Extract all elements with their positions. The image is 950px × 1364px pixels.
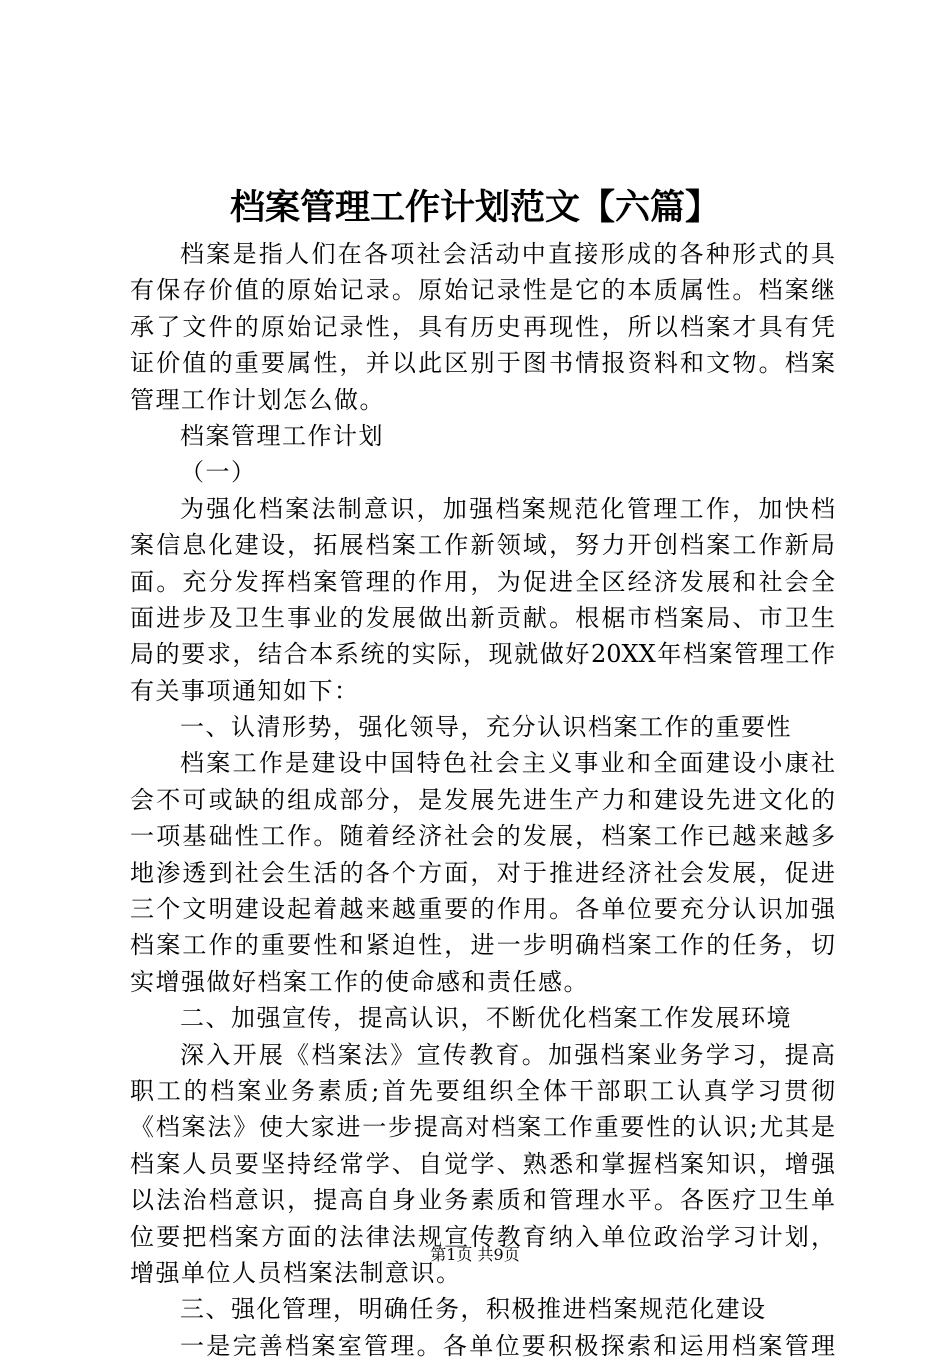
- body-line: 有关事项通知如下：: [130, 676, 360, 705]
- body-line: 《档案法》使大家进一步提高对档案工作重要性的认识;尤其是: [130, 1113, 835, 1142]
- body-line: 档案人员要坚持经常学、自觉学、熟悉和掌握档案知识，增强: [130, 1149, 835, 1178]
- section-heading: 二、加强宣传，提高认识，不断优化档案工作发展环境: [180, 1004, 792, 1033]
- body-line: 实增强做好档案工作的使命感和责任感。: [130, 967, 589, 996]
- body-line: 档案是指人们在各项社会活动中直接形成的各种形式的具: [180, 240, 835, 268]
- body-line: 案信息化建设，拓展档案工作新领域，努力开创档案工作新局: [130, 531, 835, 560]
- body-line: 一是完善档案室管理。各单位要积极探索和运用档案管理: [180, 1331, 835, 1360]
- body-line: 有保存价值的原始记录。原始记录性是它的本质属性。档案继: [130, 276, 835, 305]
- body-line: 档案工作的重要性和紧迫性，进一步明确档案工作的任务，切: [130, 931, 835, 960]
- section-heading: 档案管理工作计划: [180, 421, 384, 450]
- page-footer: 第1页 共9页: [430, 1245, 520, 1264]
- body-line: 职工的档案业务素质;首先要组织全体干部职工认真学习贯彻: [130, 1076, 835, 1105]
- body-line: 为强化档案法制意识，加强档案规范化管理工作，加快档: [180, 494, 835, 523]
- section-heading: 一、认清形势，强化领导，充分认识档案工作的重要性: [180, 713, 792, 742]
- body-line: 证价值的重要属性，并以此区别于图书情报资料和文物。档案: [130, 349, 835, 378]
- page-title: 档案管理工作计划范文【六篇】: [229, 187, 720, 228]
- body-line: 会不可或缺的组成部分，是发展先进生产力和建设先进文化的: [130, 785, 835, 814]
- body-line: 面进步及卫生事业的发展做出新贡献。根椐市档案局、市卫生: [130, 603, 835, 632]
- body-line: 承了文件的原始记录性，具有历史再现性，所以档案才具有凭: [130, 312, 835, 341]
- section-number: （一）: [180, 458, 257, 487]
- body-line: 位要把档案方面的法律法规宣传教育纳入单位政治学习计划，: [130, 1222, 835, 1251]
- body-line: 管理工作计划怎么做。: [130, 385, 385, 414]
- body-line: 档案工作是建设中国特色社会主义事业和全面建设小康社: [180, 749, 835, 778]
- body-line: 地渗透到社会生活的各个方面，对于推进经济社会发展，促进: [130, 858, 835, 887]
- body-line: 三个文明建设起着越来越重要的作用。各单位要充分认识加强: [130, 895, 835, 924]
- body-line: 增强单位人员档案法制意识。: [130, 1258, 462, 1287]
- body-line: 深入开展《档案法》宣传教育。加强档案业务学习，提高: [180, 1040, 835, 1069]
- body-line: 面。充分发挥档案管理的作用，为促进全区经济发展和社会全: [130, 567, 835, 596]
- body-line: 以法治档意识，提高自身业务素质和管理水平。各医疗卫生单: [130, 1186, 835, 1215]
- body-line: 局的要求，结合本系统的实际，现就做好20XX年档案管理工作: [130, 640, 835, 669]
- body-line: 一项基础性工作。随着经济社会的发展，档案工作已越来越多: [130, 822, 835, 851]
- section-heading: 三、强化管理，明确任务，积极推进档案规范化建设: [180, 1295, 767, 1324]
- document-body: [130, 236, 835, 1364]
